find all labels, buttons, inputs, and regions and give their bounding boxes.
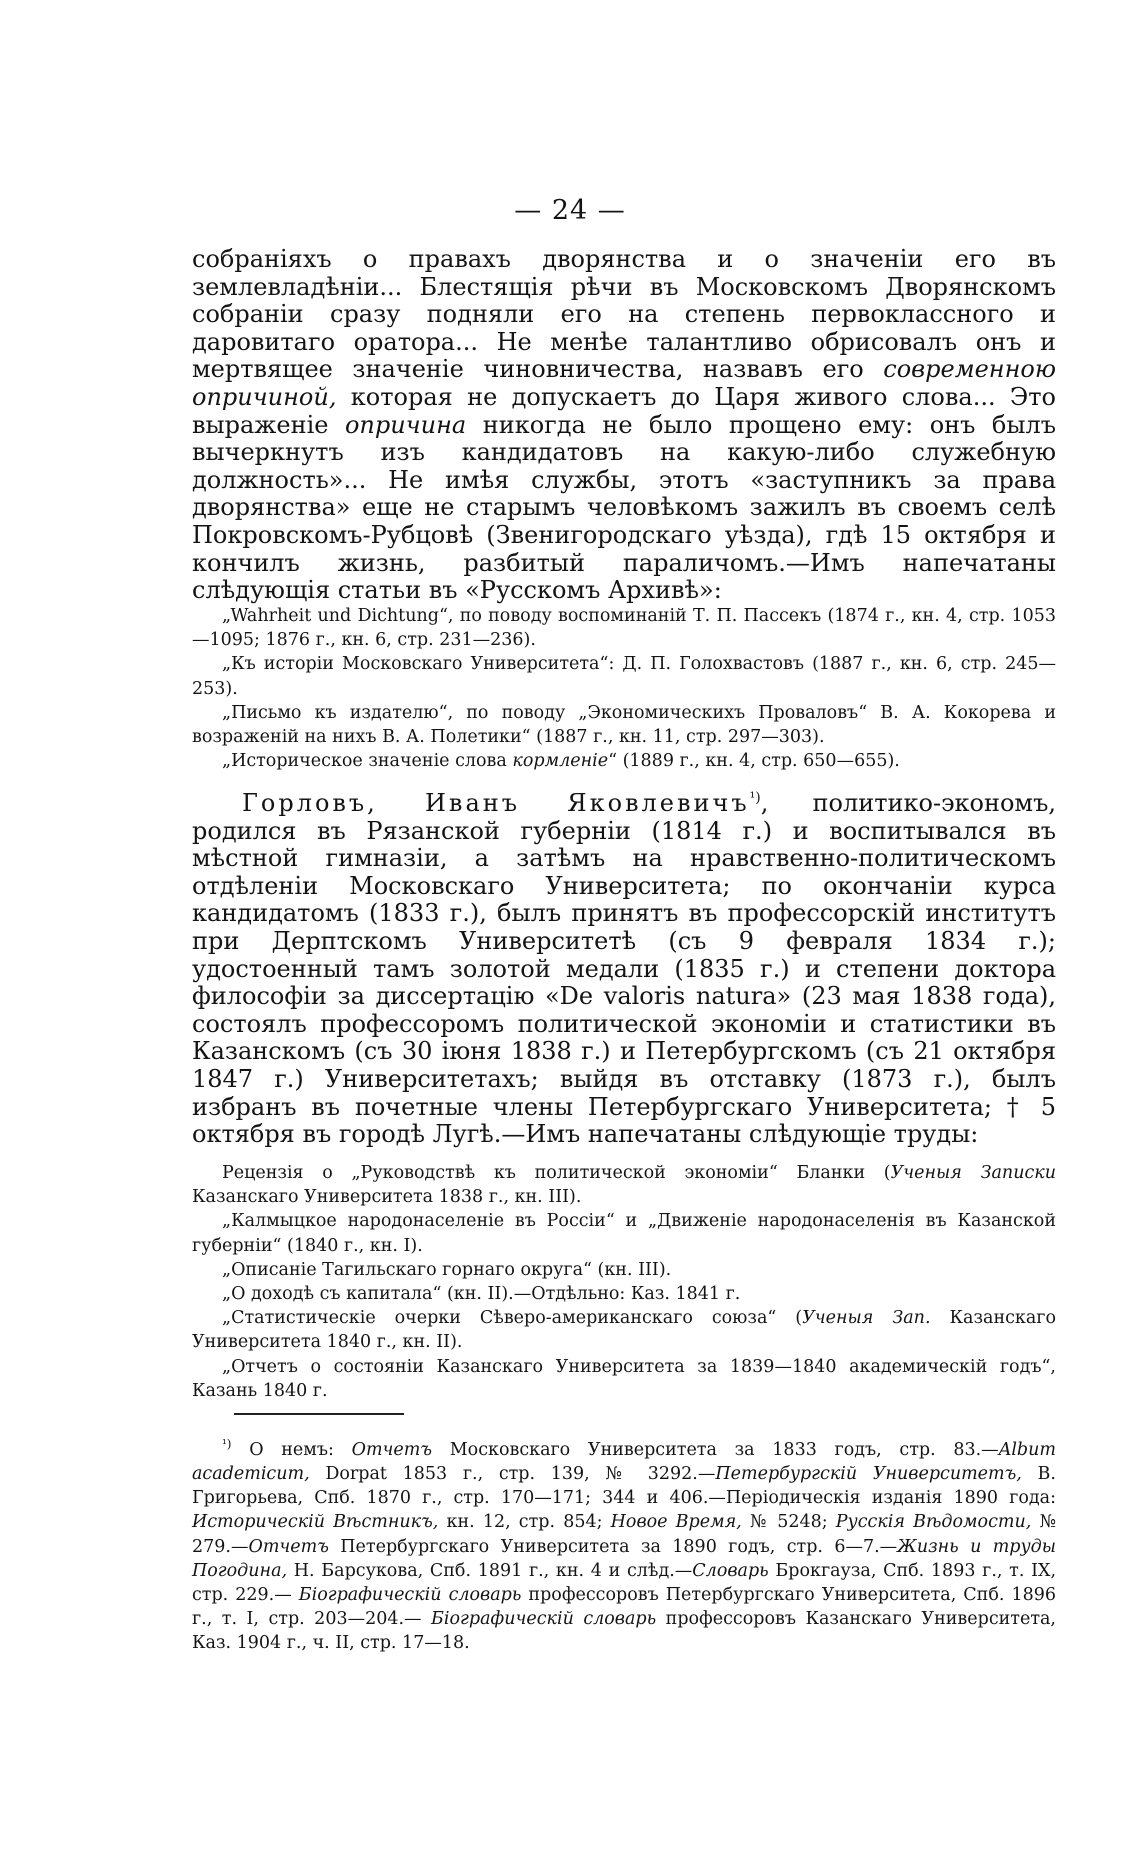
bibliography-item: „О доходѣ съ капитала“ (кн. II).—Отдѣльно: Каз. 1841 г. [222, 1284, 741, 1305]
footnote-text: Dorpat 1853 г., стр. 139, № 3292.— [309, 1464, 716, 1485]
footnote-text: № 5248; [741, 1512, 836, 1533]
bibliography-item: „Письмо къ издателю“, по поводу „Экономическихъ Проваловъ“ В. А. Кокорева и возраженій на нихъ В. А. Полетики“ (1887 г., кн. 11, стр. 297—303). [192, 702, 1056, 748]
footnote-italic: Русскія Вѣдомости, [835, 1512, 1032, 1533]
footnote-mark: ¹) [749, 790, 761, 806]
bibliography-item [192, 749, 1056, 773]
footnote-text: профессоровъ Петербургскаго Университета, Спб. 1896 г., т. I, стр. 203—204.— [192, 1585, 1056, 1630]
footnote-italic: Петербургскій Университетъ, [715, 1464, 1022, 1485]
item-text: „Историческое значеніе слова [222, 751, 513, 772]
paragraph-aksakov-end [192, 246, 1056, 605]
footnote-text: профессоровъ Казанскаго Университета, Каз. 1904 г., ч. II, стр. 17—18. [192, 1609, 1056, 1654]
footnote-text: Н. Барсукова, Спб. 1891 г., кн. 4 и слѣд.— [287, 1560, 693, 1581]
footnote-italic: Отчетъ [248, 1536, 329, 1557]
bibliography-item: „Описаніе Тагильскаго горнаго округа“ (кн. III). [222, 1259, 672, 1280]
item-text: Рецензія о „Руководствѣ къ политической экономіи“ Бланки ( [222, 1163, 891, 1183]
footnote-italic: Біографическій словарь [298, 1585, 522, 1606]
footnote [192, 1432, 1056, 1656]
italic-phrase: опричина [344, 410, 467, 439]
footnote-divider [234, 1413, 404, 1415]
footnote-italic: Словарь [692, 1560, 769, 1581]
footnote-text: кн. 12, стр. 854; [438, 1512, 611, 1533]
footnote-text: Петербургскаго Университета за 1890 годъ, стр. 6—7.— [328, 1536, 898, 1557]
paragraph-gorlov [192, 785, 1056, 1149]
bibliography-list-gorlov [192, 1161, 1056, 1403]
bibliography-item: „Отчетъ о состояніи Казанскаго Университета за 1839—1840 академическій годъ“, Казань 1840 г. [192, 1356, 1056, 1401]
footnote-text: № 279.— [192, 1512, 1057, 1557]
item-italic: Ученыя Записки [890, 1163, 1056, 1183]
item-text: Казанскаго Университета 1838 г., кн. III). [192, 1187, 582, 1208]
footnote-italic: Жизнь и труды Погодина, [192, 1536, 1056, 1581]
footnote-mark: ¹) [222, 1437, 232, 1451]
bibliography-item [192, 1306, 1056, 1354]
footnote-text: В. Григорьева, Спб. 1870 г., стр. 170—171; 344 и 406.—Періодическія изданія 1890 года: [192, 1464, 1056, 1509]
bibliography-list-aksakov [192, 604, 1056, 773]
item-text: „Статистическіе очерки Сѣверо-американскаго союза“ ( [222, 1308, 803, 1329]
item-italic: кормленіе [512, 751, 609, 772]
footnote-text: О немъ: [231, 1439, 352, 1460]
footnote-italic: Отчетъ [351, 1439, 433, 1460]
italic-phrase: современною опричиной, [192, 355, 1056, 411]
footnote-italic: Историческій Вѣстникъ, [192, 1512, 439, 1533]
footnote-text: Московскаго Университета за 1833 годъ, стр. 83.— [432, 1439, 999, 1460]
footnote-text: Брокгауза, Спб. 1893 г., т. IX, стр. 229.— [192, 1560, 1057, 1606]
paragraph-text: которая не допускаетъ до Царя живого слова... Это выраженіе [192, 382, 1056, 439]
footnote-italic: Новое Время, [610, 1512, 742, 1533]
footnote-italic: Біографическій словарь [431, 1609, 657, 1630]
bibliography-item: „Калмыцкое народонаселеніе въ Россіи“ и „Движеніе народонаселенія въ Казанской губерніи“ (1840 г., кн. I). [192, 1211, 1056, 1256]
paragraph-text: собраніяхъ о правахъ дворянства и о значеніи его въ землевладѣніи... Блестящія рѣчи въ Московскомъ Дворянскомъ собраніи сразу подняли его на степень первоклассного и даровитаго оратора... Не менѣе талантливо обрисовалъ онъ и мертвящее значеніе чиновничества, назвавъ его [192, 245, 1056, 384]
footnote-italic: Album academicum, [192, 1439, 1056, 1485]
paragraph-text: никогда не было прощено ему: онъ былъ вычеркнутъ изъ кандидатовъ на какую-либо служебную должность»... Не имѣя службы, этотъ «заступникъ за права дворянства» еще не старымъ человѣкомъ зажилъ въ своемъ селѣ Покровскомъ-Рубцовѣ (Звенигородскаго уѣзда), гдѣ 15 октября и кончилъ жизнь, разбитый параличомъ.—Имъ напечатаны слѣдующія статьи въ «Русскомъ Архивѣ»: [192, 410, 1057, 605]
item-italic: Ученыя Зап. [802, 1308, 931, 1329]
item-text: “ (1889 г., кн. 4, стр. 650—655). [608, 751, 900, 772]
paragraph-text: , политико-экономъ, родился въ Рязанской губерніи (1814 г.) и воспитывался въ мѣстной гимназіи, а затѣмъ на нравственно-политическомъ отдѣленіи Московскаго Университета; по окончаніи курса кандидатомъ (1833 г.), былъ принятъ въ профессорскій институтъ при Дерптскомъ Университетѣ (съ 9 февраля 1834 г.); удостоенный тамъ золотой медали (1835 г.) и степени доктора философіи за диссертацію «De valoris natura» (23 мая 1838 года), состоялъ профессоромъ политической экономіи и статистики въ Казанскомъ (съ 30 іюня 1838 г.) и Петербургскомъ (съ 21 октября 1847 г.) Университетахъ; выйдя въ отставку (1873 г.), былъ избранъ въ почетные члены Петербургскаго Университета; † 5 октября въ городѣ Лугѣ.—Имъ напечатаны слѣдующіе труды: [192, 789, 1056, 1149]
item-text: Казанскаго Университета 1840 г., кн. II). [192, 1308, 1056, 1353]
bibliography-item [192, 1161, 1056, 1209]
entry-name: Горловъ, Иванъ Яковлевичъ [242, 789, 750, 817]
bibliography-item: „Wahrheit und Dichtung“, по поводу воспоминаній Т. П. Пассекъ (1874 г., кн. 4, стр. 1053—1095; 1876 г., кн. 6, стр. 231—236). [192, 606, 1056, 651]
bibliography-item: „Къ исторіи Московскаго Университета“: Д. П. Голохвастовъ (1887 г., кн. 6, стр. 245—253). [192, 654, 1056, 699]
page-number: — 24 — [514, 195, 626, 226]
